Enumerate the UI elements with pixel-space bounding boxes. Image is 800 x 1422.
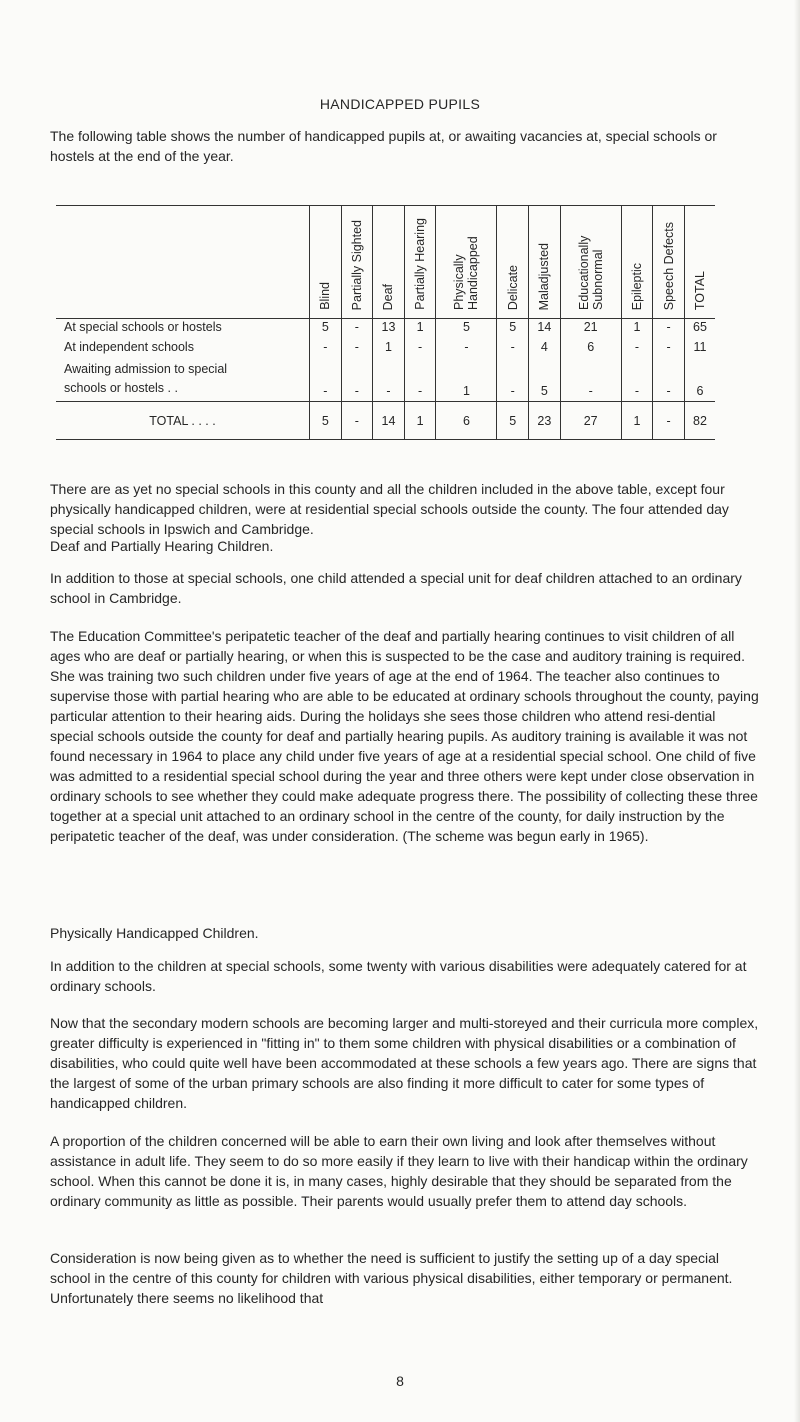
total-cell: 6: [436, 402, 497, 440]
row-label: At independent schools: [64, 340, 194, 354]
table-cell: -: [310, 339, 342, 359]
table-cell: 1: [373, 339, 405, 359]
table-cell: -: [310, 359, 342, 402]
table-cell: 65: [684, 319, 715, 340]
column-header: Partially Sighted: [341, 206, 373, 319]
table-cell: -: [497, 339, 529, 359]
paragraph-proportion: A proportion of the children concerned will be able to earn their own living and look after themselves without assistance in adult life. They seem to do so more easily if they learn to live with their handicap within the ordinary school. When this cannot be done it is, in many cases, highly desirable that they should be separated from the ordinary community as little as possible. Their parents would usually prefer them to attend day schools.: [50, 1133, 748, 1209]
table-cell: 1: [404, 319, 436, 340]
paragraph-no-special-schools: There are as yet no special schools in this county and all the children included in the above table, except four physically handicapped children, were at residential special schools outside the county. The four attended day special schools in Ipswich and Cambridge.: [50, 481, 729, 537]
total-label: TOTAL . . . .: [56, 402, 310, 440]
table-cell: -: [341, 339, 373, 359]
handicapped-pupils-table: [56, 205, 715, 440]
section-heading-physically-handicapped: Physically Handicapped Children.: [50, 925, 259, 941]
table-cell: -: [436, 339, 497, 359]
table-cell: -: [621, 339, 653, 359]
table-cell: 5: [310, 319, 342, 340]
column-header: Physically Handicapped: [436, 206, 497, 319]
table-cell: -: [653, 339, 685, 359]
table-cell: 6: [684, 359, 715, 402]
column-header: Educationally Subnormal: [560, 206, 621, 319]
column-header: TOTAL: [684, 206, 715, 319]
table-cell: 11: [684, 339, 715, 359]
total-cell: 27: [560, 402, 621, 440]
total-cell: 5: [310, 402, 342, 440]
table-cell: 21: [560, 319, 621, 340]
total-cell: 1: [621, 402, 653, 440]
page-edge: [794, 0, 800, 1422]
total-cell: 14: [373, 402, 405, 440]
table-row: [56, 359, 715, 402]
total-cell: 5: [497, 402, 529, 440]
paragraph-ordinary-schools: In addition to the children at special schools, some twenty with various disabilities were adequately catered for at ordinary schools.: [50, 958, 747, 994]
table-cell: -: [373, 359, 405, 402]
paragraph-peripatetic-teacher: The Education Committee's peripatetic teacher of the deaf and partially hearing continues to visit children of all ages who are deaf or partially hearing, or when this is suspected to be the case and auditory training is required. She was training two such children under five years of age at the end of 1964. The teacher also continues to supervise those with partial hearing who are able to be educated at ordinary schools throughout the county, paying particular attention to their hearing aids. During the holidays she sees those children who attend resi-dential special schools outside the county for deaf and partially hearing pupils. As auditory training is available it was not found necessary in 1964 to place any child under five years of age at a residential special school. One child of five was admitted to a residential special school during the year and three others were kept under close observation in ordinary schools to see whether they could make adequate progress there. The possibility of collecting these three together at a special unit attached to an ordinary school in the centre of the county, for daily instruction by the peripatetic teacher of the deaf, was under consideration. (The scheme was begun early in 1965).: [50, 628, 759, 844]
table-cell: -: [653, 319, 685, 340]
table-cell: 5: [497, 319, 529, 340]
column-header: Speech Defects: [653, 206, 685, 319]
section-heading-deaf: Deaf and Partially Hearing Children.: [50, 538, 274, 554]
row-label: [56, 359, 310, 402]
page-number: 8: [396, 1373, 404, 1389]
table-cell: 5: [529, 359, 561, 402]
column-header: Epileptic: [621, 206, 653, 319]
row-label-line: Awaiting admission to special: [64, 362, 228, 376]
total-cell: 23: [529, 402, 561, 440]
column-header: Blind: [310, 206, 342, 319]
table-cell: -: [497, 359, 529, 402]
table-cell: 14: [529, 319, 561, 340]
table-row: [56, 339, 715, 359]
table-cell: 13: [373, 319, 405, 340]
total-cell: 1: [404, 402, 436, 440]
intro-paragraph: The following table shows the number of handicapped pupils at, or awaiting vacancies at, special schools or hostels at the end of the year.: [50, 128, 717, 164]
total-cell: -: [341, 402, 373, 440]
header-corner: [56, 206, 310, 319]
table-row: [56, 319, 715, 340]
row-label-line: schools or hostels . .: [64, 381, 178, 395]
paragraph-secondary-modern: Now that the secondary modern schools are becoming larger and multi-storeyed and their curricula more complex, greater difficulty is experienced in "fitting in" to them some children with physical disabilities or a combination of disabilities, who could quite well have been accommodated at these schools a few years ago. There are signs that the largest of some of the urban primary schools are also finding it more difficult to cater for some types of handicapped children.: [50, 1015, 759, 1111]
table-cell: -: [653, 359, 685, 402]
table-cell: -: [341, 359, 373, 402]
table-cell: 1: [621, 319, 653, 340]
paragraph-consideration: Consideration is now being given as to whether the need is sufficient to justify the setting up of a day special school in the centre of this county for children with various physical disabilities, either temporary or permanent. Unfortunately there seems no likelihood that: [50, 1250, 733, 1306]
column-header: Delicate: [497, 206, 529, 319]
table-cell: -: [621, 359, 653, 402]
column-header: Maladjusted: [529, 206, 561, 319]
table-cell: 5: [436, 319, 497, 340]
table-cell: -: [404, 339, 436, 359]
table-header-row: [56, 206, 715, 319]
column-header: Deaf: [373, 206, 405, 319]
table-cell: 4: [529, 339, 561, 359]
paragraph-special-unit: In addition to those at special schools, one child attended a special unit for deaf children attached to an ordinary school in Cambridge.: [50, 570, 742, 606]
total-cell: 82: [684, 402, 715, 440]
table-cell: -: [560, 359, 621, 402]
page-title: HANDICAPPED PUPILS: [319, 96, 481, 112]
table-cell: 6: [560, 339, 621, 359]
total-cell: -: [653, 402, 685, 440]
column-header: Partially Hearing: [404, 206, 436, 319]
table-cell: -: [341, 319, 373, 340]
total-row: [56, 402, 715, 440]
table-cell: -: [404, 359, 436, 402]
row-label: At special schools or hostels: [64, 320, 222, 334]
table-cell: 1: [436, 359, 497, 402]
